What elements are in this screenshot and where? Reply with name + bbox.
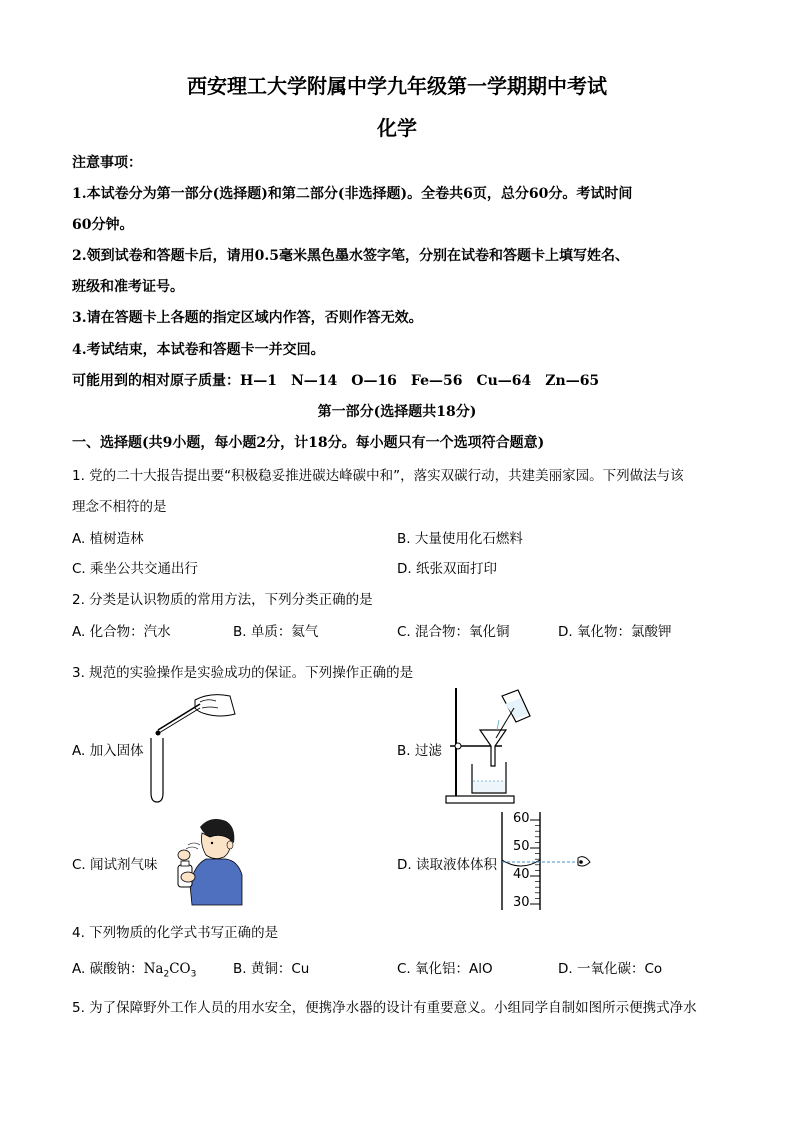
- section-heading: 一、选择题(共9小题，每小题2分，计18分。每小题只有一个选项符合题意): [72, 435, 545, 451]
- q1-option-d: D. 纸张双面打印: [397, 561, 497, 577]
- figure-smelling-reagent: [170, 815, 250, 905]
- notice-item-3: 3.请在答题卡上各题的指定区域内作答，否则作答无效。: [72, 310, 423, 326]
- notice-item-4: 4.考试结束，本试卷和答题卡一并交回。: [72, 342, 325, 358]
- q4-option-a-label: A. 碳酸钠：: [72, 961, 144, 977]
- q2-option-c: C. 混合物：氧化铜: [397, 624, 510, 640]
- q5-stem: 5. 为了保障野外工作人员的用水安全，便携净水器的设计有重要意义。小组同学自制如图所示便携式净水: [72, 1000, 697, 1016]
- figure-adding-solid: [140, 690, 240, 805]
- cylinder-tick-30: 30: [513, 895, 530, 910]
- notice-item-1: 1.本试卷分为第一部分(选择题)和第二部分(非选择题)。全卷共6页，总分60分。考试时间: [72, 186, 633, 202]
- q3-option-d: D. 读取液体体积: [397, 857, 497, 873]
- cylinder-tick-60: 60: [513, 811, 530, 826]
- q2-option-a: A. 化合物：汽水: [72, 624, 171, 640]
- part1-heading: 第一部分(选择题共18分): [317, 404, 477, 420]
- figure-filtration: [444, 686, 544, 806]
- q1-stem-cont: 理念不相符的是: [72, 499, 167, 515]
- notice-item-1-cont: 60分钟。: [72, 217, 134, 233]
- q2-option-d: D. 氧化物：氯酸钾: [558, 624, 672, 640]
- q1-option-a: A. 植树造林: [72, 531, 144, 547]
- subject-title: 化学: [377, 116, 417, 140]
- q3-option-a: A. 加入固体: [72, 743, 144, 759]
- q4-option-b: B. 黄铜：Cu: [233, 961, 310, 977]
- q1-stem: 1. 党的二十大报告提出要“积极稳妥推进碳达峰碳中和”，落实双碳行动，共建美丽家园。下列做法与该: [72, 468, 684, 484]
- q1-option-c: C. 乘坐公共交通出行: [72, 561, 199, 577]
- q4-formula-co: CO: [169, 961, 191, 977]
- notice-heading: 注意事项：: [72, 155, 142, 171]
- q4-formula-sub2: 3: [190, 969, 197, 980]
- notice-item-2-cont: 班级和准考证号。: [72, 279, 184, 295]
- cylinder-tick-40: 40: [513, 867, 530, 882]
- q3-option-c: C. 闻试剂气味: [72, 857, 158, 873]
- q4-formula-na: Na: [143, 961, 164, 977]
- q4-stem: 4. 下列物质的化学式书写正确的是: [72, 925, 279, 941]
- cylinder-tick-50: 50: [513, 839, 530, 854]
- q4-formula-sub1: 2: [163, 969, 170, 980]
- q4-option-d: D. 一氧化碳：Co: [558, 961, 663, 977]
- page-title: 西安理工大学附属中学九年级第一学期期中考试: [187, 74, 607, 98]
- q2-option-b: B. 单质：氦气: [233, 624, 319, 640]
- q4-option-a: [72, 957, 196, 980]
- q3-option-b: B. 过滤: [397, 743, 442, 759]
- q3-stem: 3. 规范的实验操作是实验成功的保证。下列操作正确的是: [72, 665, 414, 681]
- q1-option-b: B. 大量使用化石燃料: [397, 531, 523, 547]
- notice-item-2: 2.领到试卷和答题卡后，请用0.5毫米黑色墨水签字笔，分别在试卷和答题卡上填写姓名、: [72, 248, 629, 264]
- atomic-masses: 可能用到的相对原子质量：H—1 N—14 O—16 Fe—56 Cu—64 Zn—65: [72, 373, 600, 389]
- q4-option-c: C. 氧化铝：AlO: [397, 961, 493, 977]
- q2-stem: 2. 分类是认识物质的常用方法，下列分类正确的是: [72, 592, 373, 608]
